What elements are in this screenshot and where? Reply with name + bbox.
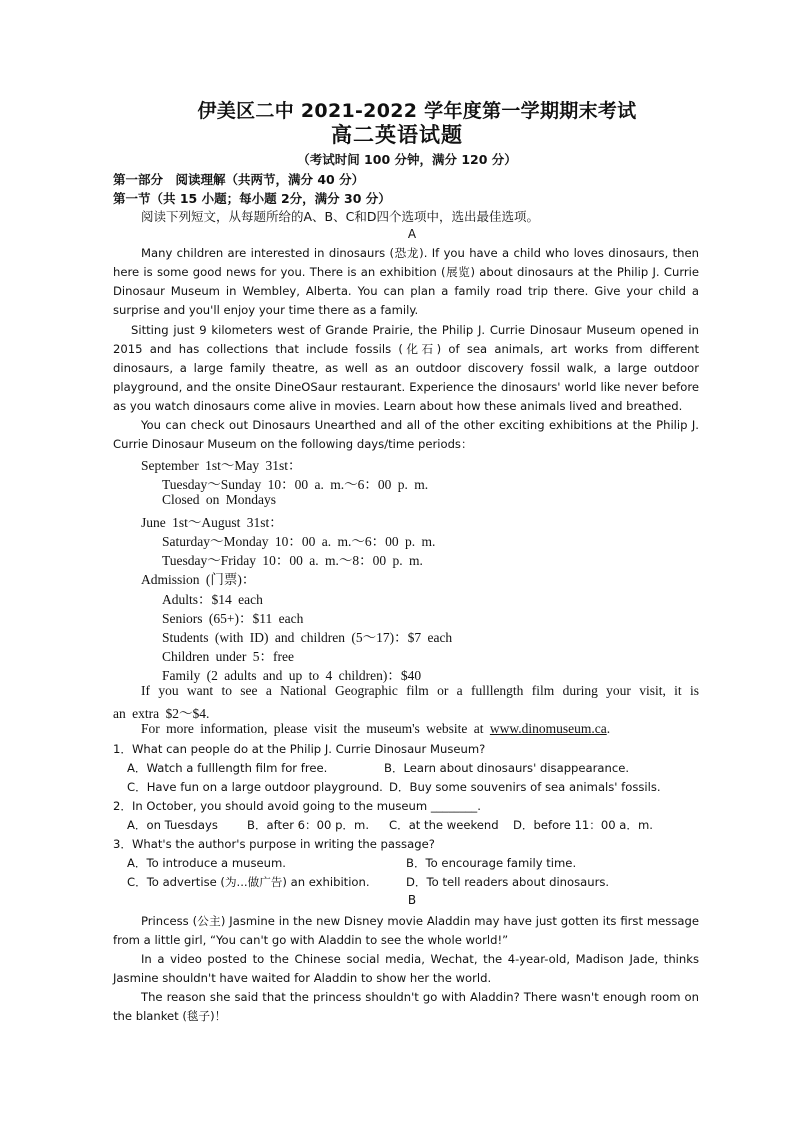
passage-a-paragraph-2: Sitting just 9 kilometers west of Grande Prairie, the Philip J. Currie Dinosaur Museum opened in 2015 and has collections that include fossils (化石) of sea animals, art works from different dinosaurs, a large family theatre, as well as an outdoor discovery fossil walk, a large outdoor playground, and the onsite DineOSaur restaurant. Experience the dinosaurs' world like never before as you watch dinosaurs come alive in movies. Learn about how these animals lived and breathed. (113, 323, 699, 414)
instruction: 阅读下列短文，从每题所给的A、B、C和D四个选项中，选出最佳选项。 (141, 209, 539, 224)
more-info-end: . (606, 721, 611, 736)
admission-heading: Admission (门票)： (141, 572, 256, 587)
exam-subject: 高二英语试题 (331, 123, 463, 147)
schedule-period-1-hours: Tuesday～Sunday 10：00 a. m.～6：00 p. m. (162, 477, 429, 492)
question-1-option-c: C．Have fun on a large outdoor playground. (127, 780, 383, 794)
question-1-option-b: B．Learn about dinosaurs' disappearance. (384, 761, 630, 775)
question-1-option-a: A．Watch a fulllength film for free. (127, 761, 328, 775)
passage-a-paragraph-3: You can check out Dinosaurs Unearthed and all of the other exciting exhibitions at the Philip J. Currie Dinosaur Museum on the following days/time periods： (113, 418, 699, 452)
passage-b-label: B (407, 893, 417, 907)
admission-family: Family (2 adults and up to 4 children)：$40 (162, 668, 422, 683)
section-title: 第一节（共 15 小题；每小题 2分，满分 30 分） (113, 191, 391, 206)
question-1-option-d: D．Buy some souvenirs of sea animals' fossils. (389, 780, 661, 794)
question-2-option-d: D．before 11：00 a．m. (513, 818, 653, 832)
question-2-option-b: B．after 6：00 p．m. (247, 818, 370, 832)
admission-students: Students (with ID) and children (5～17)：$7 each (162, 630, 453, 645)
question-3: 3．What's the author's purpose in writing the passage? (113, 837, 435, 851)
question-3-option-c: C．To advertise (为...做广告) an exhibition. (127, 875, 370, 889)
film-note-line-2: an extra $2～$4. (113, 706, 210, 721)
more-info (141, 721, 610, 737)
question-1: 1．What can people do at the Philip J. Currie Dinosaur Museum? (113, 742, 486, 756)
schedule-period-2-hours-2: Tuesday～Friday 10：00 a. m.～8：00 p. m. (162, 553, 423, 568)
question-3-option-b: B．To encourage family time. (406, 856, 577, 870)
question-2: 2．In October, you should avoid going to the museum ________. (113, 799, 481, 813)
schedule-period-2: June 1st～August 31st： (141, 515, 283, 530)
exam-title: 伊美区二中 2021-2022 学年度第一学期期末考试 (197, 100, 637, 122)
part-title: 第一部分 阅读理解（共两节，满分 40 分） (113, 172, 365, 187)
admission-seniors: Seniors (65+)：$11 each (162, 611, 304, 626)
passage-b-paragraph-3: The reason she said that the princess shouldn't go with Aladdin? There wasn't enough room on the blanket (毯子)！ (113, 990, 699, 1024)
schedule-period-1: September 1st～May 31st： (141, 458, 302, 473)
passage-b-paragraph-2: In a video posted to the Chinese social media, Wechat, the 4-year-old, Madison Jade, thinks Jasmine shouldn't have waited for Aladdin to show her the world. (113, 952, 699, 986)
schedule-period-1-closed: Closed on Mondays (162, 492, 276, 507)
question-3-option-a: A．To introduce a museum. (127, 856, 286, 870)
exam-info: （考试时间 100 分钟，满分 120 分） (297, 152, 517, 167)
admission-under-5: Children under 5：free (162, 649, 294, 664)
admission-adults: Adults：$14 each (162, 592, 263, 607)
passage-a-paragraph-1: Many children are interested in dinosaurs (恐龙). If you have a child who loves dinosaurs, then here is some good news for you. There is an exhibition (展览) about dinosaurs at the Philip J. Currie Dinosaur Museum in Wembley, Alberta. You can plan a family road trip there. Give your child a surprise and you'll enjoy your time there as a family. (113, 246, 699, 318)
film-note-line-1: If you want to see a National Geographic film or a fulllength film during your visit, it is (141, 683, 699, 698)
more-info-text: For more information, please visit the museum's website at (141, 721, 490, 736)
question-2-option-a: A．on Tuesdays (127, 818, 218, 832)
passage-a-label: A (407, 227, 417, 241)
question-3-option-d: D．To tell readers about dinosaurs. (406, 875, 610, 889)
passage-b-paragraph-1: Princess (公主) Jasmine in the new Disney movie Aladdin may have just gotten its first message from a little girl, “You can't go with Aladdin to see the whole world!” (113, 914, 699, 948)
question-2-option-c: C．at the weekend (389, 818, 499, 832)
schedule-period-2-hours-1: Saturday～Monday 10：00 a. m.～6：00 p. m. (162, 534, 436, 549)
museum-website-link[interactable]: www.dinomuseum.ca (489, 721, 607, 736)
